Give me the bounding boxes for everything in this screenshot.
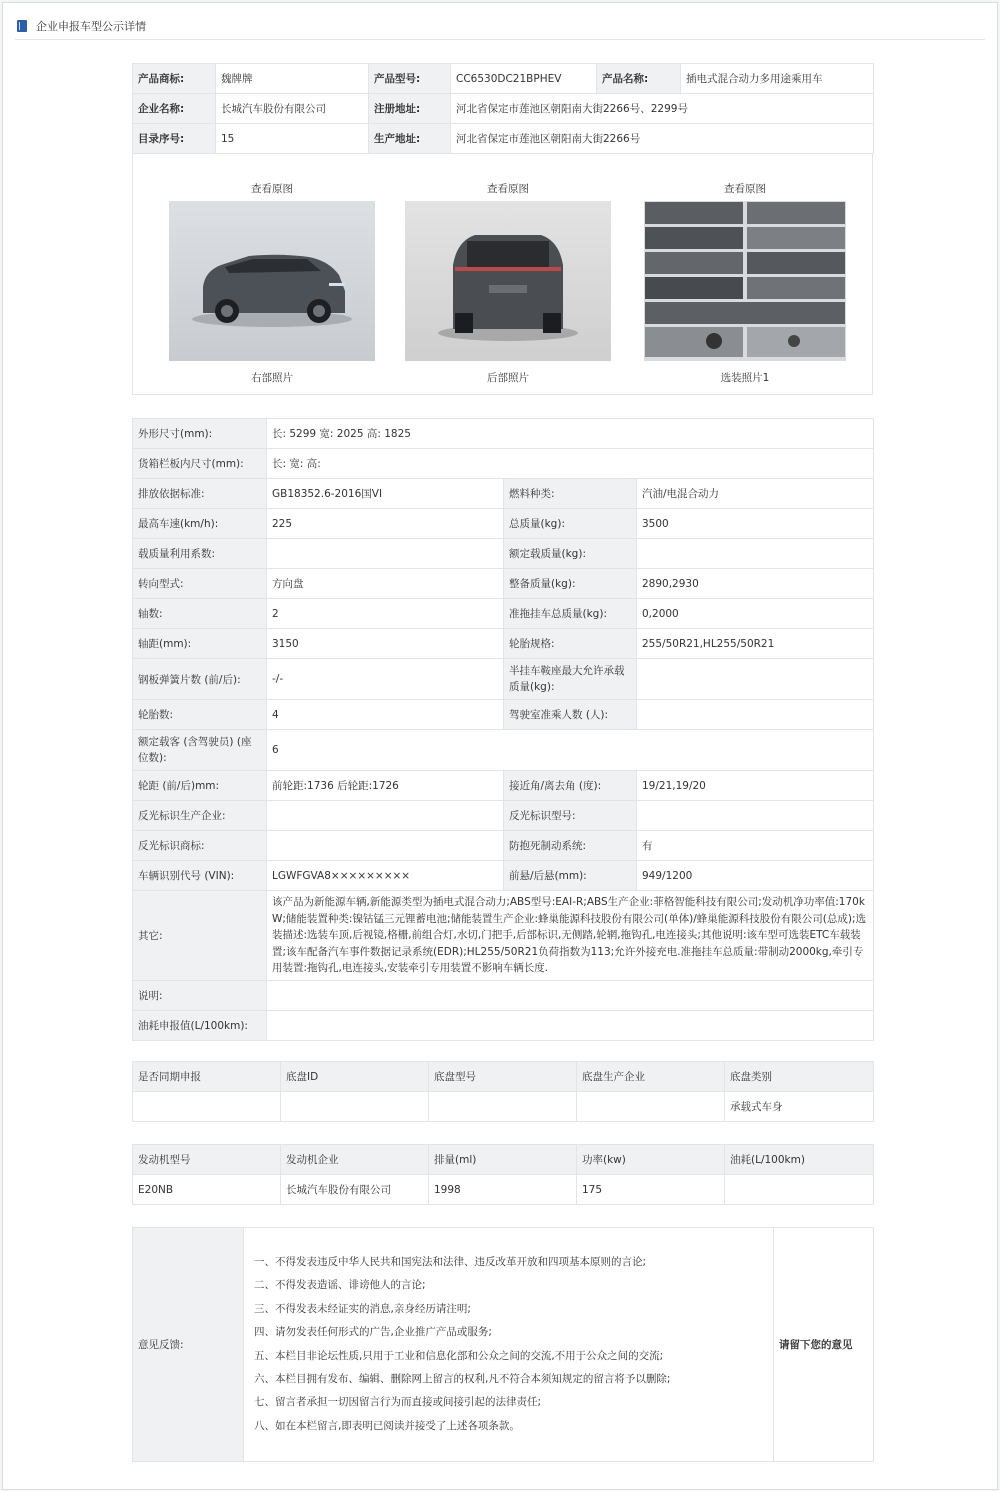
- vin-value: LGWFGVA8×××××××××: [267, 861, 504, 891]
- overhang-label: 前悬/后悬(mm):: [504, 861, 637, 891]
- table-header: 功率(kw): [577, 1145, 725, 1175]
- table-header: 底盘ID: [281, 1062, 429, 1092]
- wheelbase-label: 轴距(mm):: [133, 629, 267, 659]
- tires-label: 轮胎数:: [133, 700, 267, 730]
- trailer-value: 0,2000: [637, 599, 874, 629]
- model-label: 产品型号:: [369, 64, 451, 94]
- reflector-model-label: 反光标识型号:: [504, 801, 637, 831]
- prod-address-value: 河北省保定市莲池区朝阳南大街2266号: [451, 124, 874, 154]
- speed-label: 最高车速(km/h):: [133, 509, 267, 539]
- brand-value: 魏牌牌: [216, 64, 369, 94]
- reflector-model-value: [637, 801, 874, 831]
- steer-value: 方向盘: [267, 569, 504, 599]
- photo-caption: 选装照片1: [720, 372, 770, 384]
- photo-caption: 右部照片: [251, 372, 293, 384]
- overhang-value: 949/1200: [637, 861, 874, 891]
- page-title: 企业申报车型公示详情: [36, 20, 146, 33]
- table-cell: 承载式车身: [725, 1092, 874, 1122]
- product-name-label: 产品名称:: [597, 64, 681, 94]
- dim-value: 长: 5299 宽: 2025 高: 1825: [267, 419, 874, 449]
- emission-label: 排放依据标准:: [133, 479, 267, 509]
- brand-label: 产品商标:: [133, 64, 216, 94]
- curb-value: 2890,2930: [637, 569, 874, 599]
- tire-label: 轮胎规格:: [504, 629, 637, 659]
- table-header: 是否同期申报: [133, 1062, 281, 1092]
- table-header: 发动机型号: [133, 1145, 281, 1175]
- fuel-label: 燃料种类:: [504, 479, 637, 509]
- curb-label: 整备质量(kg):: [504, 569, 637, 599]
- table-cell: [281, 1092, 429, 1122]
- feedback-term: 三、不得发表未经证实的消息,亲身经历请注明;: [254, 1302, 471, 1315]
- feedback-term: 五、本栏目非论坛性质,只用于工业和信息化部和公众之间的交流,不用于公众之间的交流;: [254, 1349, 664, 1362]
- angle-value: 19/21,19/20: [637, 771, 874, 801]
- model-value: CC6530DC21BPHEV: [451, 64, 597, 94]
- reflector-brand-label: 反光标识商标:: [133, 831, 267, 861]
- catalog-label: 目录序号:: [133, 124, 216, 154]
- company-value: 长城汽车股份有限公司: [216, 94, 369, 124]
- tires-value: 4: [267, 700, 504, 730]
- cab-label: 驾驶室准乘人数 (人):: [504, 700, 637, 730]
- feedback-term: 二、不得发表造谣、诽谤他人的言论;: [254, 1279, 426, 1292]
- feedback-table: [132, 1227, 874, 1462]
- product-name-value: 插电式混合动力多用途乘用车: [681, 64, 874, 94]
- feedback-term: 四、请勿发表任何形式的广告,企业推广产品或服务;: [254, 1326, 492, 1339]
- rear-photo[interactable]: [405, 201, 611, 361]
- cargo-label: 货箱栏板内尺寸(mm):: [133, 449, 267, 479]
- gross-value: 3500: [637, 509, 874, 539]
- track-label: 轮距 (前/后)mm:: [133, 771, 267, 801]
- axles-label: 轴数:: [133, 599, 267, 629]
- table-cell: 175: [577, 1175, 725, 1205]
- emission-value: GB18352.6-2016国VI: [267, 479, 504, 509]
- chassis-table: [132, 1061, 874, 1122]
- leave-feedback-button[interactable]: 请留下您的意见: [774, 1228, 874, 1462]
- table-header: 排量(ml): [429, 1145, 577, 1175]
- dim-label: 外形尺寸(mm):: [133, 419, 267, 449]
- rated-load-label: 额定载质量(kg):: [504, 539, 637, 569]
- table-header: 底盘型号: [429, 1062, 577, 1092]
- wheelbase-value: 3150: [267, 629, 504, 659]
- table-cell: [725, 1175, 874, 1205]
- feedback-label: 意见反馈:: [133, 1228, 244, 1462]
- other-value: 该产品为新能源车辆,新能源类型为插电式混合动力;ABS型号:EAI-R;ABS生产企业:菲格智能科技有限公司;发动机净功率值:170kW;储能装置种类:镍钴锰三元锂蓄电池;储能装置生产企业:蜂巢能源科技股份有限公司(单体)/蜂巢能源科技股份有限公司(总成);选装描述:选装车顶,后视镜,格栅,前组合灯,水切,门把手,后部标识,无侧踏,轮辋,拖钩孔,电连接头;其他说明:该车型可选装ETC车载装置;该车配备汽车事件数据记录系统(EDR);HL255/50R21负荷指数为113;允许外接充电.准拖挂车总质量:带制动2000kg,牵引专用装置:拖钩孔,电连接头,安装牵引专用装置不影响车辆长度.: [267, 891, 874, 981]
- catalog-value: 15: [216, 124, 369, 154]
- spring-value: -/-: [267, 659, 504, 700]
- angle-label: 接近角/离去角 (度):: [504, 771, 637, 801]
- reg-address-value: 河北省保定市莲池区朝阳南大街2266号、2299号: [451, 94, 874, 124]
- tire-value: 255/50R21,HL255/50R21: [637, 629, 874, 659]
- right-side-photo[interactable]: [169, 201, 375, 361]
- table-cell: [133, 1092, 281, 1122]
- table-cell: 长城汽车股份有限公司: [281, 1175, 429, 1205]
- table-header: 底盘类别: [725, 1062, 874, 1092]
- table-header: 发动机企业: [281, 1145, 429, 1175]
- saddle-value: [637, 659, 874, 700]
- feedback-term: 一、不得发表违反中华人民共和国宪法和法律、违反改革开放和四项基本原则的言论;: [254, 1255, 647, 1268]
- rated-load-value: [637, 539, 874, 569]
- other-label: 其它:: [133, 891, 267, 981]
- steer-label: 转向型式:: [133, 569, 267, 599]
- book-icon: [17, 20, 27, 32]
- gross-label: 总质量(kg):: [504, 509, 637, 539]
- prod-address-label: 生产地址:: [369, 124, 451, 154]
- abs-label: 防抱死制动系统:: [504, 831, 637, 861]
- feedback-term: 七、留言者承担一切因留言行为而直接或间接引起的法律责任;: [254, 1396, 542, 1409]
- cab-value: [637, 700, 874, 730]
- photo-caption: 后部照片: [487, 372, 529, 384]
- feedback-terms: [244, 1228, 774, 1462]
- photo-panel: [132, 154, 873, 395]
- view-original-link[interactable]: 查看原图: [487, 183, 529, 195]
- util-value: [267, 539, 504, 569]
- axles-value: 2: [267, 599, 504, 629]
- feedback-term: 六、本栏目拥有发布、编辑、删除网上留言的权利,凡不符合本须知规定的留言将予以删除;: [254, 1372, 671, 1385]
- fuel-value: 汽油/电混合动力: [637, 479, 874, 509]
- fuel-consumption-label: 油耗申报值(L/100km):: [133, 1011, 267, 1041]
- trailer-label: 准拖挂车总质量(kg):: [504, 599, 637, 629]
- reflector-enterprise-label: 反光标识生产企业:: [133, 801, 267, 831]
- specs-table: [132, 418, 874, 1041]
- optional-photo-grid[interactable]: [644, 201, 846, 361]
- cargo-value: 长: 宽: 高:: [267, 449, 874, 479]
- abs-value: 有: [637, 831, 874, 861]
- page-header: [17, 15, 146, 37]
- table-cell: E20NB: [133, 1175, 281, 1205]
- divider: [15, 39, 985, 40]
- spring-label: 钢板弹簧片数 (前/后):: [133, 659, 267, 700]
- reg-address-label: 注册地址:: [369, 94, 451, 124]
- seats-label: 额定载客 (含驾驶员) (座位数):: [133, 730, 267, 771]
- feedback-term: 八、如在本栏留言,即表明已阅读并接受了上述各项条款。: [254, 1419, 520, 1432]
- company-label: 企业名称:: [133, 94, 216, 124]
- view-original-link[interactable]: 查看原图: [251, 183, 293, 195]
- table-cell: 1998: [429, 1175, 577, 1205]
- note-value: [267, 981, 874, 1011]
- table-cell: [577, 1092, 725, 1122]
- track-value: 前轮距:1736 后轮距:1726: [267, 771, 504, 801]
- util-label: 载质量利用系数:: [133, 539, 267, 569]
- reflector-brand-value: [267, 831, 504, 861]
- table-header: 油耗(L/100km): [725, 1145, 874, 1175]
- saddle-label: 半挂车鞍座最大允许承载质量(kg):: [504, 659, 637, 700]
- vin-label: 车辆识别代号 (VIN):: [133, 861, 267, 891]
- table-cell: [429, 1092, 577, 1122]
- speed-value: 225: [267, 509, 504, 539]
- seats-value: 6: [267, 730, 874, 771]
- reflector-enterprise-value: [267, 801, 504, 831]
- table-header: 底盘生产企业: [577, 1062, 725, 1092]
- basic-info-table: [132, 63, 874, 154]
- page: [2, 2, 998, 1490]
- note-label: 说明:: [133, 981, 267, 1011]
- fuel-consumption-value: [267, 1011, 874, 1041]
- engine-table: [132, 1144, 874, 1205]
- view-original-link[interactable]: 查看原图: [724, 183, 766, 195]
